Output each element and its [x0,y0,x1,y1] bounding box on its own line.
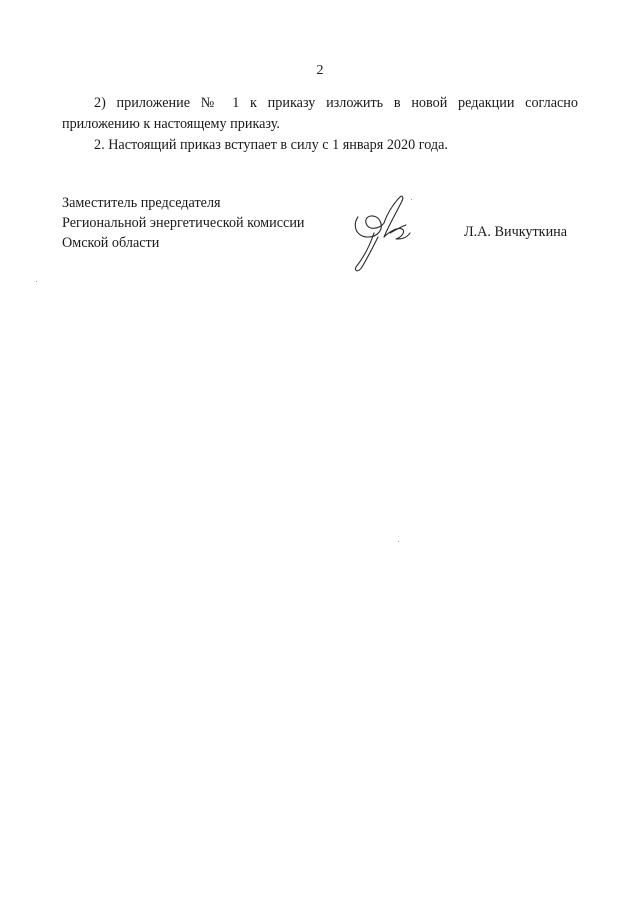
handwritten-signature [344,193,424,275]
scan-speck [36,281,37,282]
paragraph-amendment: 2) приложение № 1 к приказу изложить в новой редакции согласно приложению к настоящему приказу. [62,95,578,132]
document-body [62,93,578,156]
position-line: Омской области [62,235,160,251]
page-number: 2 [316,63,324,78]
position-line: Региональной энергетической комиссии [62,215,305,231]
signature-block [62,193,582,283]
position-line: Заместитель председателя [62,195,221,211]
scan-speck [398,541,399,542]
paragraph-effective-date: 2. Настоящий приказ вступает в силу с 1 января 2020 года. [94,137,448,153]
signatory-position [62,193,305,253]
signer-name: Л.А. Вичкуткина [464,224,568,240]
scan-speck [411,199,412,200]
